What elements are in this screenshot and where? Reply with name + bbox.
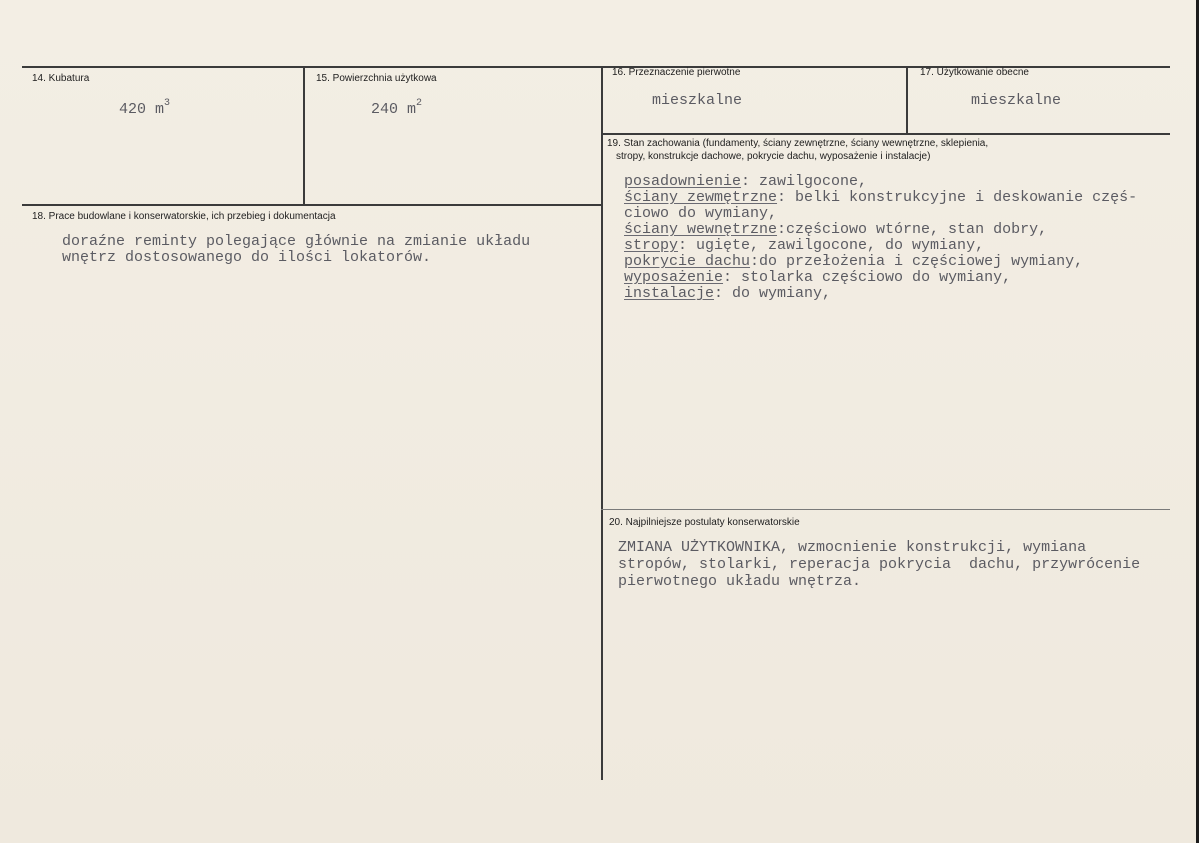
divider-16-17 bbox=[906, 66, 908, 134]
item-text: ciowo do wymiany, bbox=[624, 205, 778, 222]
item-text: :częściowo wtórne, stan dobry, bbox=[777, 221, 1048, 238]
field-16-value: mieszkalne bbox=[652, 92, 743, 109]
field-17-value: mieszkalne bbox=[971, 92, 1062, 109]
field-19-item-5 bbox=[624, 237, 984, 254]
item-term: stropy bbox=[624, 237, 679, 254]
item-text: : stolarka częściowo do wymiany, bbox=[723, 269, 1012, 286]
rule-below-16-17 bbox=[601, 133, 1170, 135]
field-18-label: 18. Prace budowlane i konserwatorskie, ich przebieg i dokumentacja bbox=[32, 211, 336, 222]
field-18-line-1: doraźne reminty polegające głównie na zmianie układu bbox=[62, 233, 531, 250]
item-text: : do wymiany, bbox=[714, 285, 832, 302]
item-term: ściany zewmętrzne bbox=[624, 189, 778, 206]
item-text: :do przełożenia i częściowej wymiany, bbox=[750, 253, 1084, 270]
divider-14-15 bbox=[303, 66, 305, 206]
field-20-line-1: ZMIANA UŻYTKOWNIKA, wzmocnienie konstrukcji, wymiana bbox=[618, 539, 1087, 556]
item-term: pokrycie dachu bbox=[624, 253, 751, 270]
field-20-label: 20. Najpilniejsze postulaty konserwatorskie bbox=[609, 517, 800, 528]
field-14-label: 14. Kubatura bbox=[32, 73, 90, 84]
field-19-label-line-1: 19. Stan zachowania (fundamenty, ściany zewnętrzne, ściany wewnętrzne, sklepienia, bbox=[607, 138, 989, 149]
item-text: : belki konstrukcyjne i deskowanie częś- bbox=[777, 189, 1138, 206]
item-term: instalacje bbox=[624, 285, 715, 302]
field-19-item-8 bbox=[624, 285, 831, 302]
field-15-label: 15. Powierzchnia użytkowa bbox=[316, 73, 437, 84]
field-19-item-1 bbox=[624, 173, 867, 190]
field-19-item-2 bbox=[624, 189, 1137, 206]
field-17-label: 17. Użytkowanie obecne bbox=[920, 67, 1029, 78]
field-14-number: 420 m bbox=[119, 101, 165, 118]
field-14-exponent: 3 bbox=[164, 98, 171, 109]
field-15-number: 240 m bbox=[371, 101, 417, 118]
field-18-line-2: wnętrz dostosowanego do ilości lokatorów. bbox=[62, 249, 432, 266]
center-divider bbox=[601, 66, 603, 780]
item-text: : ugięte, zawilgocone, do wymiany, bbox=[678, 237, 985, 254]
rule-above-18 bbox=[22, 204, 603, 206]
item-term: posadownienie bbox=[624, 173, 742, 190]
field-14-value bbox=[119, 95, 170, 118]
field-19-item-3 bbox=[624, 205, 777, 222]
item-term: wyposażenie bbox=[624, 269, 724, 286]
item-text: : zawilgocone, bbox=[741, 173, 868, 190]
field-20-line-3: pierwotnego układu wnętrza. bbox=[618, 573, 862, 590]
field-15-exponent: 2 bbox=[416, 98, 423, 109]
field-19-item-6 bbox=[624, 253, 1083, 270]
field-19-item-7 bbox=[624, 269, 1011, 286]
field-19-label-line-2: stropy, konstrukcje dachowe, pokrycie dachu, wyposażenie i instalacje) bbox=[616, 151, 931, 162]
rule-above-20 bbox=[601, 509, 1170, 510]
item-term: ściany wewnętrzne bbox=[624, 221, 778, 238]
field-20-line-2: stropów, stolarki, reperacja pokrycia dachu, przywrócenie bbox=[618, 556, 1141, 573]
field-15-value bbox=[371, 95, 422, 118]
field-16-label: 16. Przeznaczenie pierwotne bbox=[612, 67, 741, 78]
field-19-item-4 bbox=[624, 221, 1047, 238]
